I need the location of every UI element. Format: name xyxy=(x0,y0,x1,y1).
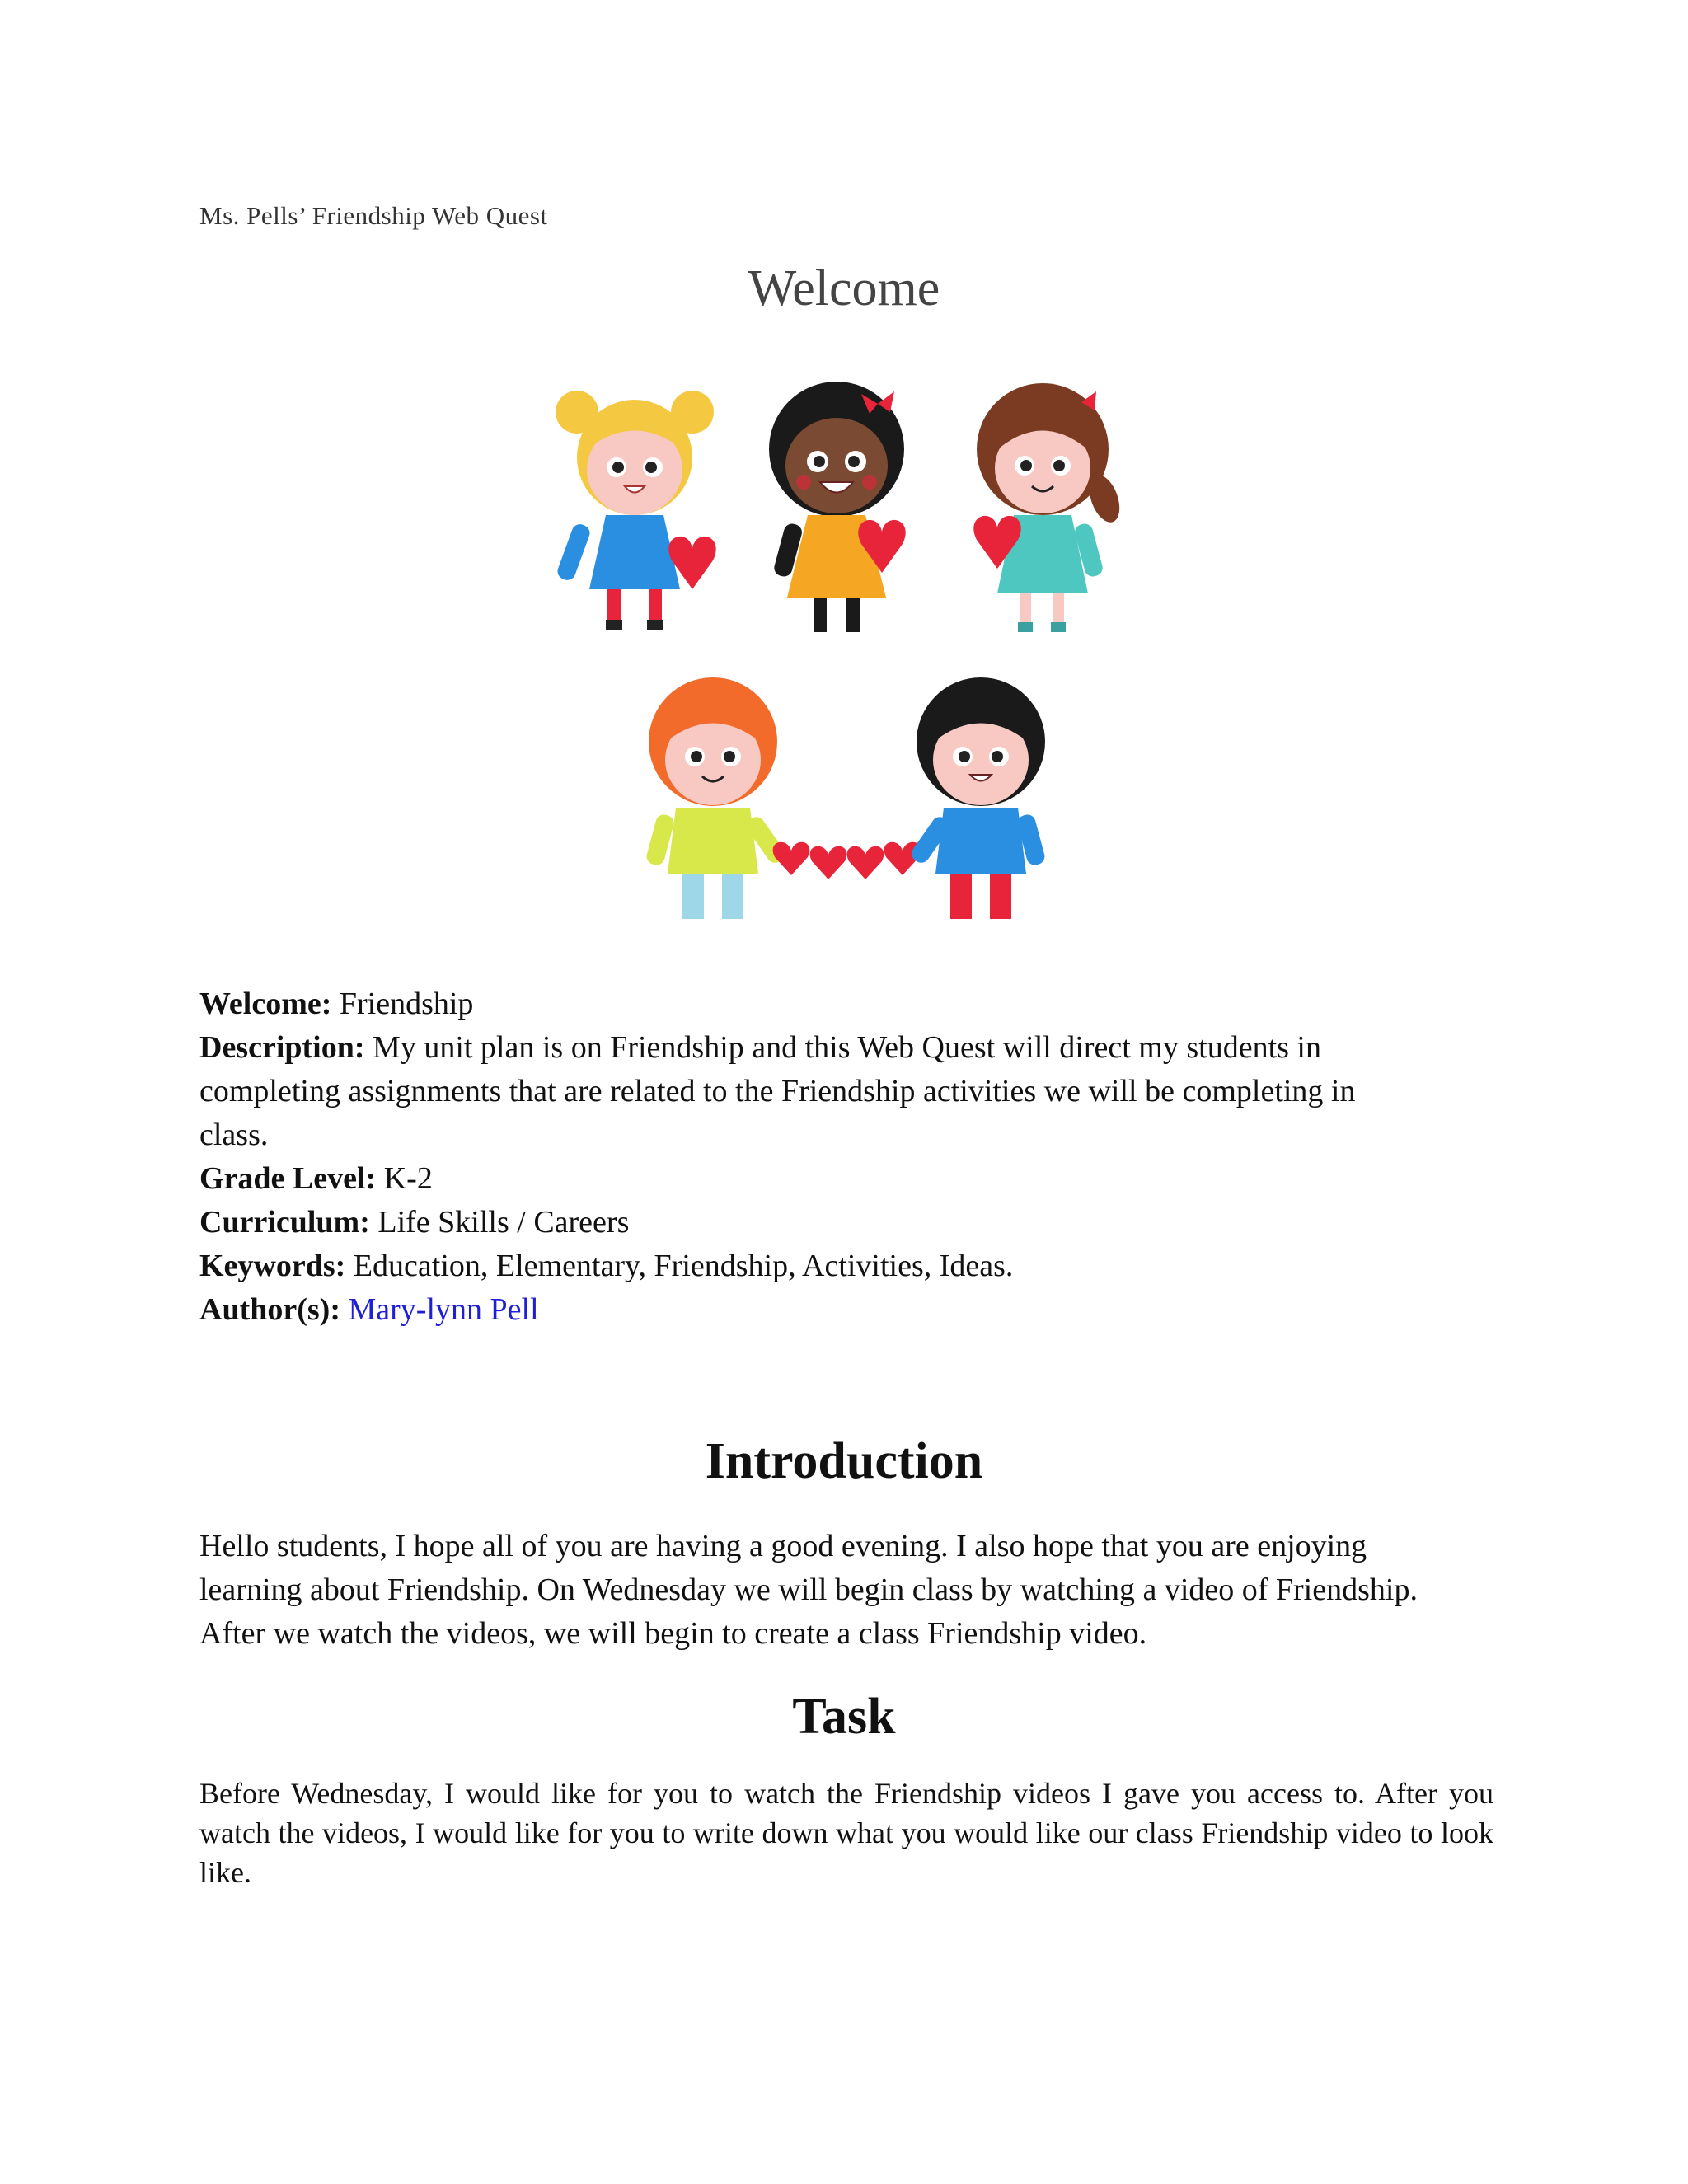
document-header: Ms. Pells’ Friendship Web Quest xyxy=(199,201,548,230)
description-label: Description: xyxy=(199,1030,365,1065)
introduction-line-2: learning about Friendship. On Wednesday we will begin class by watching a video of Friendship. xyxy=(199,1572,1418,1607)
brown-haired-girl-figure xyxy=(973,383,1125,632)
welcome-heading: Welcome xyxy=(748,260,940,316)
webquest-metadata xyxy=(199,982,1518,1332)
task-heading: Task xyxy=(792,1689,896,1745)
author-link[interactable]: Mary-lynn Pell xyxy=(348,1292,539,1327)
curriculum-row xyxy=(199,1201,1518,1244)
introduction-line-3: After we watch the videos, we will begin to create a class Friendship video. xyxy=(199,1616,1147,1651)
introduction-heading: Introduction xyxy=(705,1433,983,1489)
orange-haired-boy-figure xyxy=(645,677,787,919)
author-row xyxy=(199,1288,1518,1332)
grade-level-label: Grade Level: xyxy=(199,1161,377,1196)
keywords-value: Education, Elementary, Friendship, Activities, Ideas. xyxy=(353,1249,1014,1283)
friends-clipart xyxy=(528,363,1154,940)
keywords-row xyxy=(199,1244,1518,1288)
description-row xyxy=(199,1026,1518,1070)
dark-haired-girl-figure xyxy=(769,382,906,632)
introduction-line-1: Hello students, I hope all of you are having a good evening. I also hope that you are enjoying xyxy=(199,1529,1367,1563)
heart-chain xyxy=(773,842,921,879)
grade-level-value: K-2 xyxy=(383,1161,433,1196)
curriculum-value: Life Skills / Careers xyxy=(377,1205,630,1240)
grade-level-row xyxy=(199,1157,1518,1201)
curriculum-label: Curriculum: xyxy=(199,1205,370,1240)
blonde-girl-figure xyxy=(556,391,716,630)
task-paragraph: Before Wednesday, I would like for you to watch the Friendship videos I gave you access to. After you watch the videos, I would like for you to write down what you would like our class Friendship video to look like. xyxy=(199,1777,1493,1889)
keywords-label: Keywords: xyxy=(199,1249,346,1283)
black-haired-boy-figure xyxy=(908,677,1046,919)
description-line-1: My unit plan is on Friendship and this Web Quest will direct my students in xyxy=(373,1030,1321,1065)
description-line-2: completing assignments that are related to the Friendship activities we will be completing in xyxy=(199,1074,1356,1108)
author-label: Author(s): xyxy=(199,1292,340,1327)
welcome-value: Friendship xyxy=(339,987,474,1021)
introduction-paragraph xyxy=(199,1525,1493,1656)
welcome-label: Welcome: xyxy=(199,987,332,1021)
welcome-row xyxy=(199,982,1518,1026)
description-line-3: class. xyxy=(199,1118,269,1152)
